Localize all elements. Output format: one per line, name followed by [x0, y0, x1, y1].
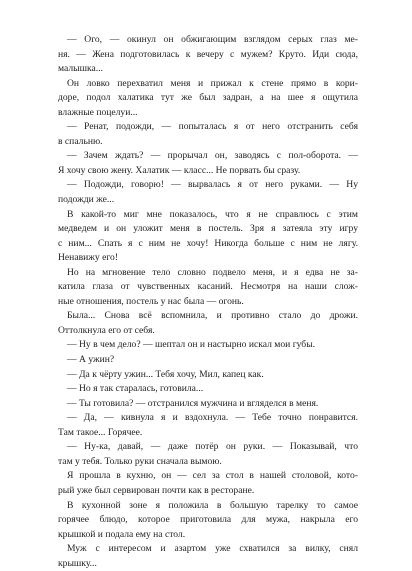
text-line: Он ловко перехватил меня и прижал к стене прямо в кори-: [67, 77, 358, 89]
text-line: с ним... Спать я с ним не хочу! Никогда больше с ним не лягу.: [58, 237, 358, 249]
paragraph: [58, 120, 358, 149]
text-line: — Да к чёрту ужин... Тебя хочу, Мил, капец как.: [67, 368, 264, 380]
paragraph: [58, 382, 358, 397]
text-line: крышку...: [58, 557, 97, 569]
text-line: — Ренат, подожди, — попыталась я от него отстранить себя: [67, 121, 358, 133]
text-line: влажные поцелуи...: [58, 106, 138, 118]
paragraph: [58, 397, 358, 412]
text-line: Но на мгновение тело словно подвело меня, и я едва не за-: [67, 266, 358, 278]
text-line: — А ужин?: [67, 354, 115, 366]
text-line: в спальню.: [58, 135, 103, 147]
text-line: ные отношения, постель у нас была — огонь.: [58, 295, 244, 307]
text-line: — Но я так старалась, готовила...: [67, 383, 204, 395]
text-line: там у тебя. Только руки сначала вымою.: [58, 455, 222, 467]
text-line: — Да, — кивнула я и вздохнула. — Тебе точно понравится.: [67, 412, 358, 424]
text-line: рый уже был сервирован почти как в ресторане.: [58, 484, 255, 496]
paragraph: [58, 309, 358, 338]
text-line: горячее блюдо, которое приготовила для мужа, накрыла его: [58, 514, 358, 526]
paragraph: [58, 178, 358, 207]
text-line: Там такое... Горячее.: [58, 426, 143, 438]
text-line: В какой-то миг мне показалось, что я не справлюсь с этим: [67, 208, 358, 220]
paragraph: [58, 469, 358, 498]
text-line: Я хочу свою жену. Халатик — класс... Не порвать бы сразу.: [58, 164, 301, 176]
paragraph: [58, 353, 358, 368]
text-line: — Подожди, говорю! — вырвалась я от него руками. — Ну: [67, 179, 358, 191]
text-line: — Ого, — окинул он обжигающим взглядом серых глаз ме-: [67, 34, 358, 45]
text-line: — Ты готовила? — отстранился мужчина и вгляделся в меня.: [67, 397, 319, 409]
text-line: В кухонной зоне я положила в большую тарелку то самое: [67, 499, 358, 511]
paragraph: [58, 411, 358, 440]
text-line: Муж с интересом и азартом уже схватился за вилку, снял: [67, 543, 358, 555]
text-line: крышкой и подала ему на стол.: [58, 528, 186, 540]
paragraph: [58, 542, 358, 571]
text-line: — Ну в чем дело? — шептал он и настырно искал мои губы.: [67, 339, 316, 351]
paragraph: [58, 208, 358, 266]
paragraph: [58, 499, 358, 543]
paragraph: [58, 266, 358, 310]
text-line: — Зачем ждать? — прорычал он, заводясь с пол-оборота. —: [67, 150, 358, 162]
text-line: Оттолкнула его от себя.: [58, 324, 155, 336]
text-line: малышка...: [58, 63, 103, 75]
paragraph: [58, 368, 358, 383]
paragraph: [58, 33, 358, 77]
paragraph: [58, 77, 358, 121]
paragraph: [58, 440, 358, 469]
text-line: Была... Снова всё вспомнила, и противно стало до дрожи.: [67, 310, 358, 322]
text-line: медведем и он уложит меня в постель. Зря я затеяла эту игру: [58, 223, 358, 235]
book-page: [58, 33, 358, 571]
text-line: Ненавижу его!: [58, 252, 119, 264]
paragraph: [58, 338, 358, 353]
text-line: Я прошла в кухню, он — сел за стол в нашей столовой, кото-: [67, 470, 358, 482]
paragraph: [58, 149, 358, 178]
text-line: — Ну-ка, давай, — даже потёр он руки. — Показывай, что: [67, 441, 358, 453]
text-line: доре, подол халатика тут же был задран, а на шее я ощутила: [58, 92, 358, 104]
text-line: катила глаза от чувственных касаний. Несмотря на наши слож-: [58, 281, 358, 293]
text-line: ня. — Жена подготовилась к вечеру с мужем? Круто. Иди сюда,: [58, 48, 358, 60]
text-line: подожди же...: [58, 194, 115, 206]
